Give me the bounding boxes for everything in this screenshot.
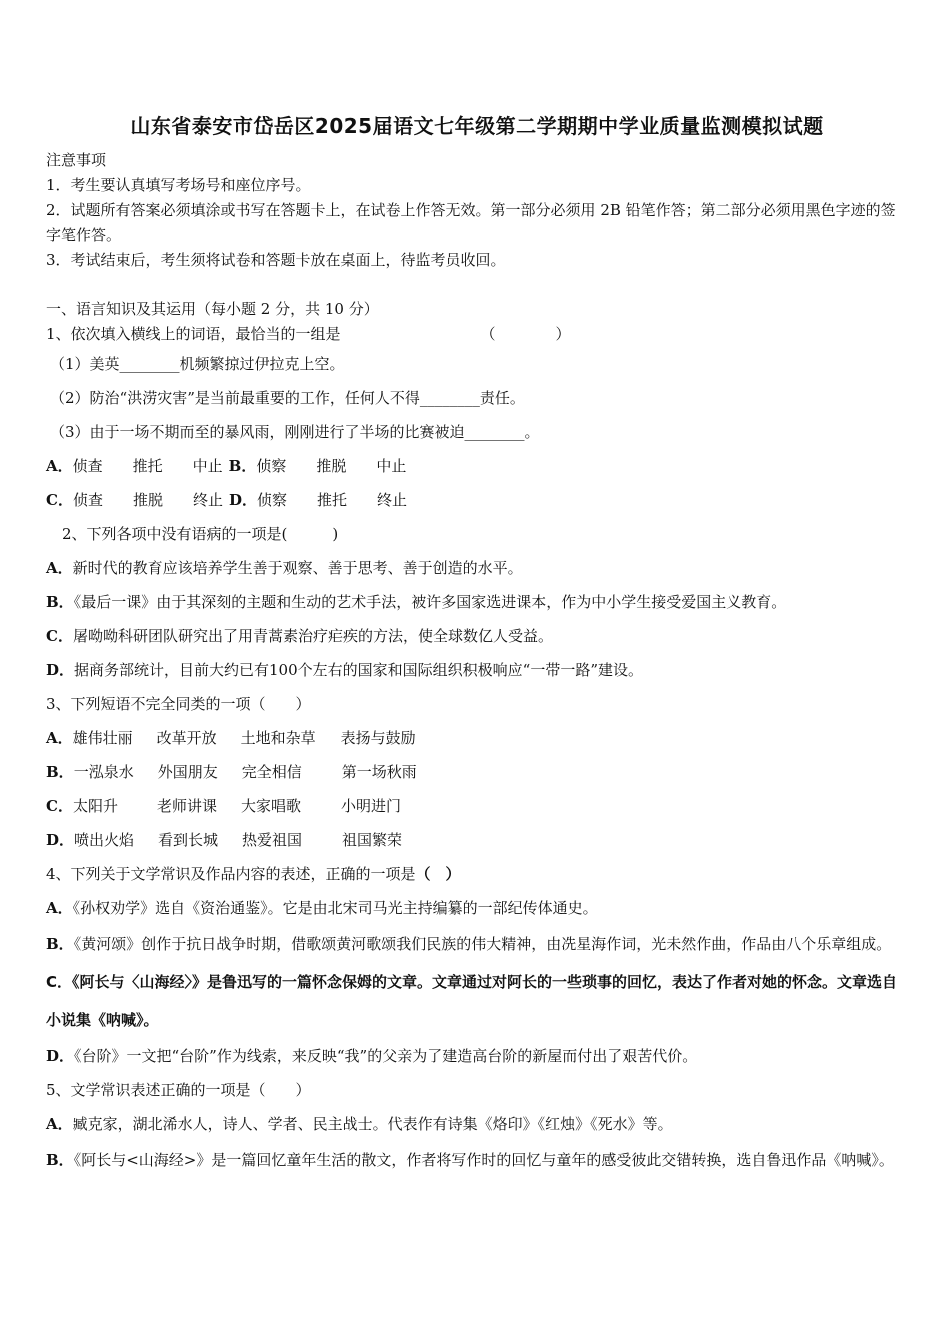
q4-option-d-letter: D． [46, 1047, 75, 1065]
q2-option-d [46, 653, 908, 687]
q2-option-b-text: 《最后一课》由于其深刻的主题和生动的艺术手法，被许多国家选进课本，作为中小学生接受爱国主义教育。 [73, 593, 787, 611]
q3-option-d-item-3: 热爱祖国 [242, 831, 303, 849]
q3-option-b-item-2: 外国朋友 [157, 763, 218, 781]
q1-option-a-word-1: 侦查 [72, 457, 103, 475]
q1-option-a-word-2: 推托 [132, 457, 163, 475]
q2-option-c [46, 619, 908, 653]
exam-page [46, 108, 908, 1179]
q2-option-c-text: 屠呦呦科研团队研究出了用青蒿素治疗疟疾的方法，使全球数亿人受益。 [72, 627, 553, 645]
q2-option-b-letter: B． [46, 593, 74, 611]
q5-option-a-text: 臧克家，湖北浠水人，诗人、学者、民主战士。代表作有诗集《烙印》《红烛》《死水》等。 [72, 1115, 673, 1133]
q4-option-a-text: 《孙权劝学》选自《资治通鉴》。它是由北宋司马光主持编纂的一部纪传体通史。 [72, 899, 598, 917]
q1-option-a-letter: A． [46, 457, 73, 475]
notice-heading: 注意事项 [46, 151, 107, 169]
q3-option-c-item-2: 老师讲课 [156, 797, 217, 815]
q1-option-b-word-3: 中止 [376, 457, 407, 475]
q5-option-b [46, 1141, 908, 1179]
q5-option-b-text: 《阿长与<山海经>》是一篇回忆童年生活的散文，作者将写作时的回忆与童年的感受彼此交错转换，选自鲁迅作品《呐喊》。 [73, 1151, 894, 1169]
q3-option-b-letter: B． [46, 763, 74, 781]
q1-stem-row [46, 322, 908, 347]
q3-option-c-letter: C． [46, 797, 73, 815]
q1-option-d-word-2: 推托 [316, 491, 347, 509]
q1-option-b-word-1: 侦察 [256, 457, 287, 475]
q1-option-c-letter: C． [46, 491, 73, 509]
q1-option-d-letter: D． [228, 491, 257, 509]
q2-option-a-text: 新时代的教育应该培养学生善于观察、善于思考、善于创造的水平。 [72, 559, 523, 577]
q2-option-c-letter: C． [46, 627, 73, 645]
q5-option-b-letter: B． [46, 1151, 74, 1169]
q3-option-d-item-4: 祖国繁荣 [342, 831, 403, 849]
q4-option-a [46, 891, 908, 925]
q1-option-d-word-3: 终止 [376, 491, 407, 509]
q1-option-b-letter: B． [228, 457, 257, 475]
q4-answer-paren: （ ） [415, 865, 461, 883]
q3-option-d-item-1: 喷出火焰 [74, 831, 135, 849]
q3-option-c-item-1: 太阳升 [72, 797, 118, 815]
q4-option-b-text: 《黄河颂》创作于抗日战争时期，借歌颂黄河歌颂我们民族的伟大精神，由冼星海作词，光未然作曲，作品由八个乐章组成。 [73, 935, 892, 953]
q3-option-b-item-3: 完全相信 [241, 763, 302, 781]
q1-option-c-word-2: 推脱 [132, 491, 163, 509]
q4-option-d-text: 《台阶》一文把“台阶”作为线索，来反映“我”的父亲为了建造高台阶的新屋而付出了艰苦代价。 [74, 1047, 698, 1065]
q5-option-a-letter: A． [46, 1115, 73, 1133]
q3-option-a-item-2: 改革开放 [156, 729, 217, 747]
q1-stem: 1、依次填入横线上的词语，最恰当的一组是 [46, 325, 341, 343]
q2-option-a-letter: A． [46, 559, 73, 577]
q4-stem: 4、下列关于文学常识及作品内容的表述，正确的一项是 [46, 865, 416, 883]
q1-option-b-word-2: 推脱 [316, 457, 347, 475]
q3-option-d [46, 823, 908, 857]
q2-option-d-letter: D． [46, 661, 75, 679]
q3-option-a-letter: A． [46, 729, 73, 747]
q4-option-b [46, 925, 908, 963]
q3-option-b-item-1: 一泓泉水 [73, 763, 134, 781]
q2-option-a [46, 551, 908, 585]
q1-answer-paren: （ ） [480, 325, 571, 343]
q1-options-cd [46, 483, 908, 517]
q1-option-a-word-3: 中止 [192, 457, 223, 475]
q3-option-a-item-4: 表扬与鼓励 [340, 729, 416, 747]
q3-option-c [46, 789, 908, 823]
notice-item-3: 3．考试结束后，考生须将试卷和答题卡放在桌面上，待监考员收回。 [46, 251, 506, 269]
q3-option-d-letter: D． [46, 831, 75, 849]
q3-option-c-item-3: 大家唱歌 [240, 797, 301, 815]
q3-option-b-item-4: 第一场秋雨 [341, 763, 417, 781]
notice-item-1: 1．考生要认真填写考场号和座位序号。 [46, 176, 311, 194]
q4-option-d [46, 1039, 908, 1073]
q1-sub-2: （2）防治“洪涝灾害”是当前最重要的工作，任何人不得________责任。 [50, 389, 525, 407]
q4-option-b-letter: B． [46, 935, 74, 953]
q3-option-c-item-4: 小明进门 [340, 797, 401, 815]
q4-option-a-letter: A． [46, 899, 73, 917]
q3-stem: 3、下列短语不完全同类的一项（ ） [46, 695, 311, 713]
q4-option-c-letter: C． [46, 973, 73, 991]
q3-option-b [46, 755, 908, 789]
exam-title: 山东省泰安市岱岳区2025届语文七年级第二学期期中学业质量监测模拟试题 [130, 114, 824, 138]
q1-options-ab [46, 449, 908, 483]
q5-stem: 5、文学常识表述正确的一项是（ ） [46, 1081, 311, 1099]
q1-sub-3: （3）由于一场不期而至的暴风雨，刚刚进行了半场的比赛被迫________。 [50, 423, 540, 441]
q4-option-c [46, 963, 908, 1039]
q3-option-a-item-1: 雄伟壮丽 [72, 729, 133, 747]
q2-option-b [46, 585, 908, 619]
q2-option-d-text: 据商务部统计，目前大约已有100个左右的国家和国际组织积极响应“一带一路”建设。 [74, 661, 643, 679]
q3-option-a [46, 721, 908, 755]
q1-option-c-word-3: 终止 [192, 491, 223, 509]
q1-option-c-word-1: 侦查 [72, 491, 103, 509]
q3-option-d-item-2: 看到长城 [158, 831, 219, 849]
q2-stem: 2、下列各项中没有语病的一项是( ) [62, 525, 339, 543]
q4-stem-row [46, 857, 908, 891]
q1-sub-1: （1）美英________机频繁掠过伊拉克上空。 [50, 355, 345, 373]
spacer [46, 273, 908, 297]
q3-option-a-item-3: 土地和杂草 [240, 729, 316, 747]
notice-item-2: 2．试题所有答案必须填涂或书写在答题卡上，在试卷上作答无效。第一部分必须用 2B 铅笔作答；第二部分必须用黑色字迹的签字笔作答。 [46, 201, 896, 244]
q4-option-c-text: 《阿长与〈山海经〉》是鲁迅写的一篇怀念保姆的文章。文章通过对阿长的一些琐事的回忆，表达了作者对她的怀念。文章选自小说集《呐喊》。 [46, 973, 898, 1029]
q1-option-d-word-1: 侦察 [256, 491, 287, 509]
q5-option-a [46, 1107, 908, 1141]
section-1-heading: 一、语言知识及其运用（每小题 2 分，共 10 分） [46, 300, 379, 318]
